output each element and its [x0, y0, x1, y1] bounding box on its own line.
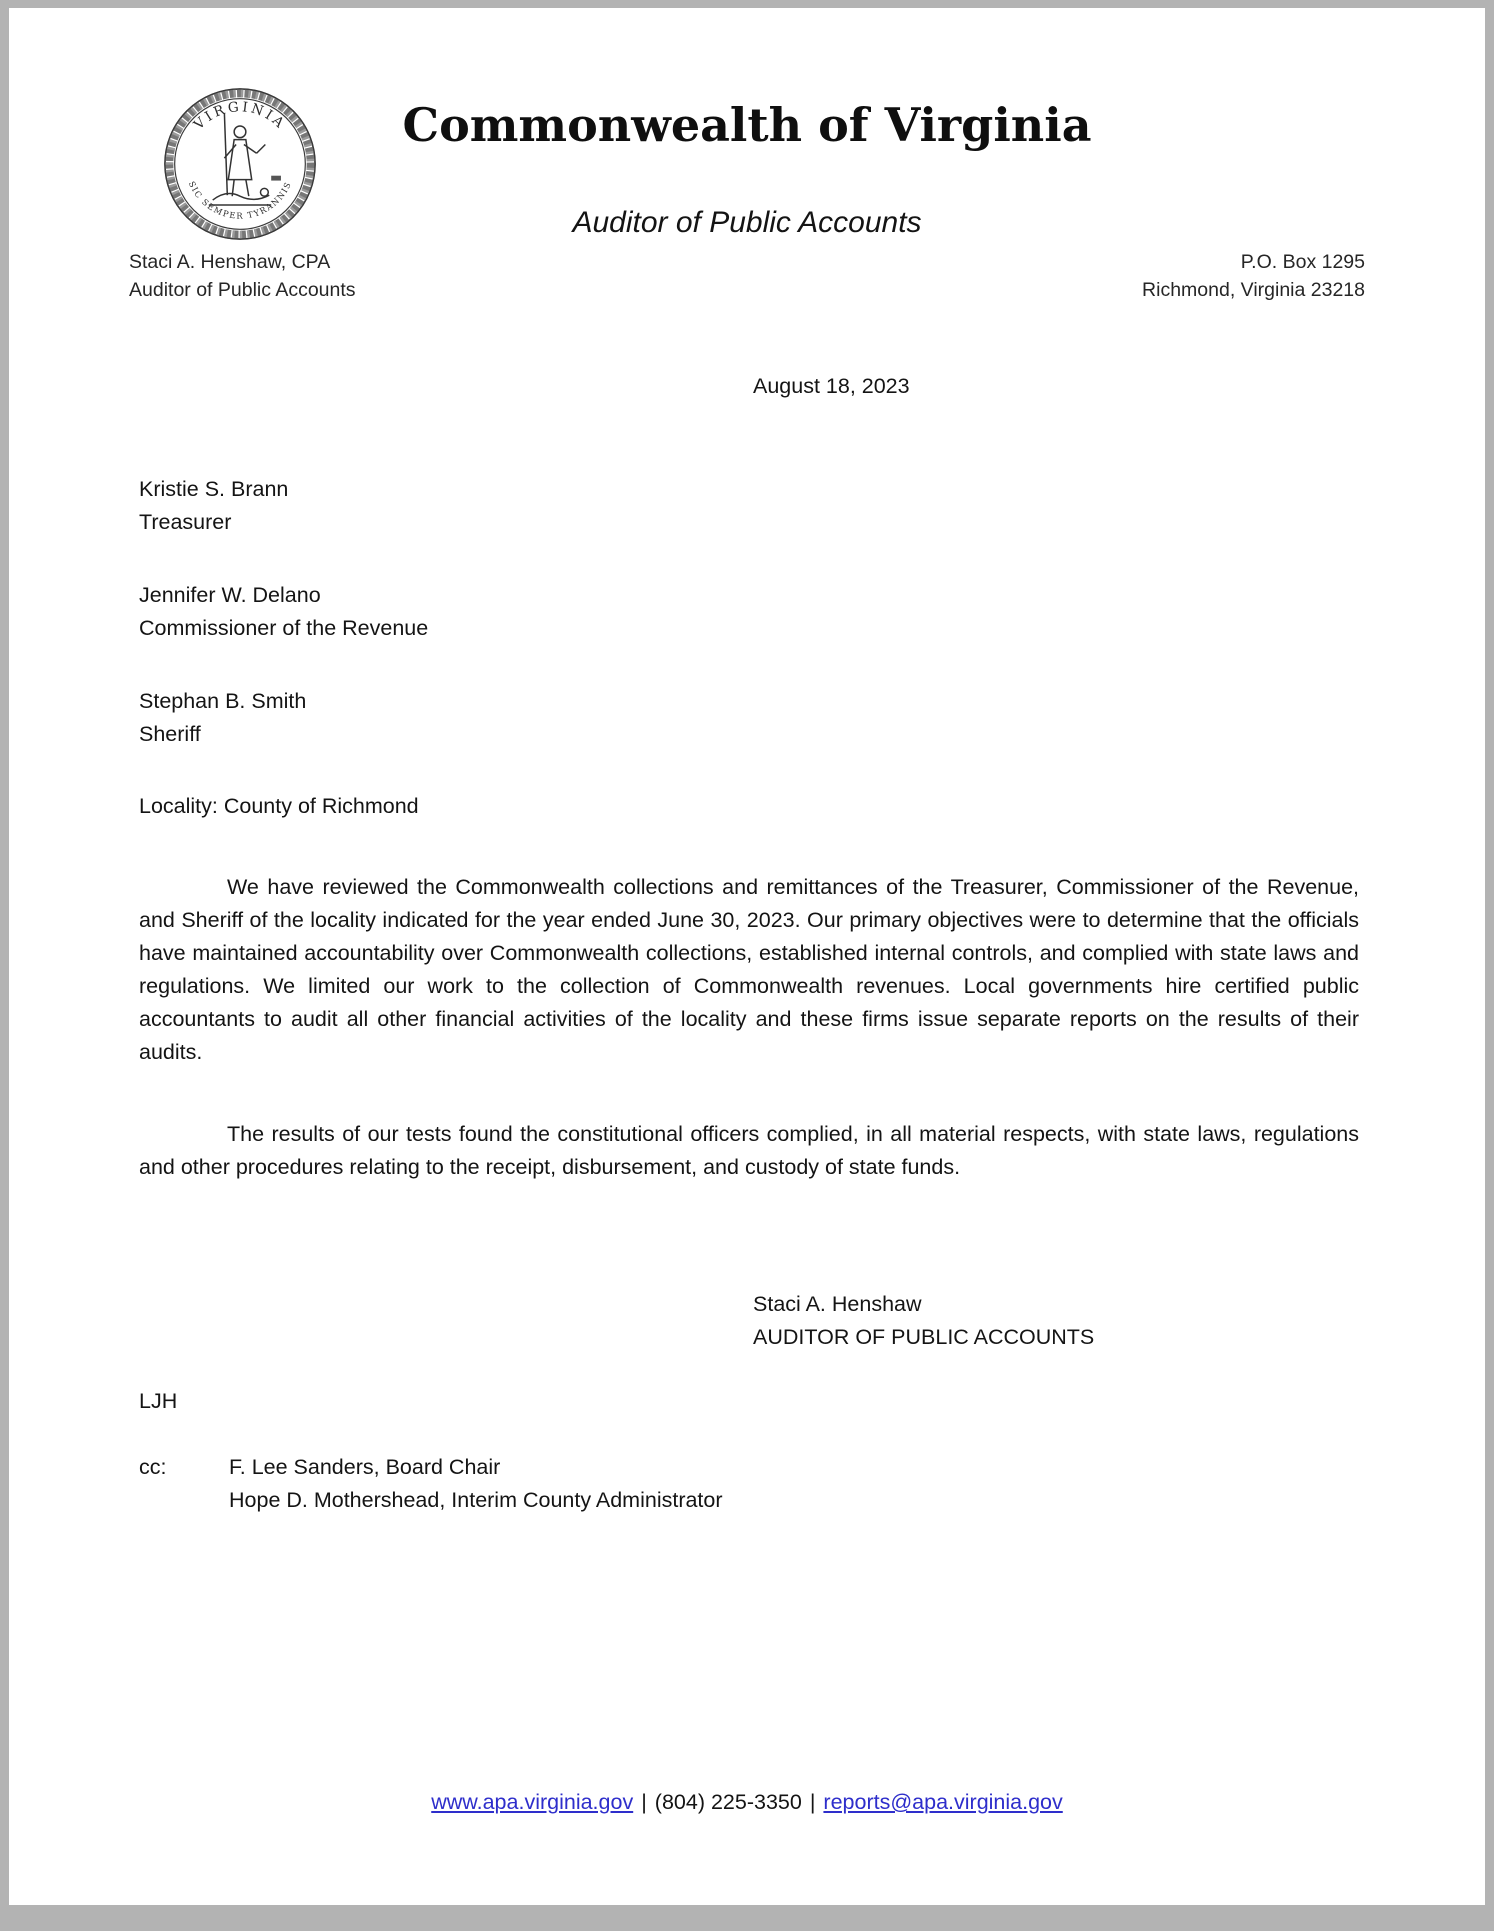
footer-phone: (804) 225-3350: [654, 1790, 802, 1814]
recipient-block: [139, 473, 1359, 539]
locality-line: Locality: County of Richmond: [139, 794, 419, 818]
address-city: Richmond, Virginia 23218: [1142, 279, 1365, 301]
letter-footer: [9, 1790, 1485, 1815]
auditor-name: Staci A. Henshaw, CPA: [129, 251, 331, 273]
letter-date: August 18, 2023: [753, 374, 910, 398]
recipient-title: Sheriff: [139, 722, 201, 746]
letterhead-subtitle: Auditor of Public Accounts: [572, 206, 922, 239]
letter-page: [9, 8, 1485, 1905]
seal-top-text: VIRGINIA: [190, 98, 290, 134]
recipient-block: [139, 579, 1359, 645]
email-link[interactable]: reports@apa.virginia.gov: [823, 1790, 1063, 1814]
signature-name: Staci A. Henshaw: [753, 1292, 922, 1316]
website-link[interactable]: www.apa.virginia.gov: [431, 1790, 634, 1814]
letter-body: [139, 358, 1359, 1517]
recipient-name: Stephan B. Smith: [139, 689, 307, 713]
footer-separator: |: [641, 1790, 647, 1814]
cc-name: F. Lee Sanders, Board Chair: [229, 1455, 501, 1479]
signature-block: [753, 1288, 1359, 1354]
cc-label: cc:: [139, 1455, 167, 1479]
recipient-title: Treasurer: [139, 510, 232, 534]
letterhead-auditor-block: [129, 248, 356, 304]
body-paragraph-1: We have reviewed the Commonwealth collections and remittances of the Treasurer, Commissioner of the Revenue, and Sheriff of the locality indicated for the year ended June 30, 2023. Our primary objectives were to determine that the officials have maintained accountability over Commonwealth collections, established internal controls, and complied with state laws and regulations. We limited our work to the collection of Commonwealth revenues. Local governments hire certified public accountants to audit all other financial activities of the locality and these firms issue separate reports on the results of their audits.: [139, 875, 1359, 1064]
cc-block: [139, 1451, 1359, 1517]
recipient-name: Kristie S. Brann: [139, 477, 289, 501]
recipient-title: Commissioner of the Revenue: [139, 616, 429, 640]
recipient-block: [139, 685, 1359, 751]
recipient-name: Jennifer W. Delano: [139, 583, 321, 607]
typist-initials: LJH: [139, 1389, 178, 1413]
body-paragraph-2: The results of our tests found the constitutional officers complied, in all material respects, with state laws, regulations and other procedures relating to the receipt, disbursement, and custody of state funds.: [139, 1122, 1359, 1179]
seal-bottom-text: SIC SEMPER TYRANNIS: [186, 179, 294, 221]
cc-names: [229, 1451, 723, 1517]
signature-title: AUDITOR OF PUBLIC ACCOUNTS: [753, 1325, 1095, 1349]
auditor-title: Auditor of Public Accounts: [129, 279, 356, 301]
address-po-box: P.O. Box 1295: [1240, 251, 1365, 273]
cc-name: Hope D. Mothershead, Interim County Administrator: [229, 1488, 723, 1512]
letterhead-address-block: [1142, 248, 1365, 304]
footer-separator: |: [809, 1790, 816, 1814]
letterhead-title: Commonwealth of Virginia: [402, 98, 1092, 152]
